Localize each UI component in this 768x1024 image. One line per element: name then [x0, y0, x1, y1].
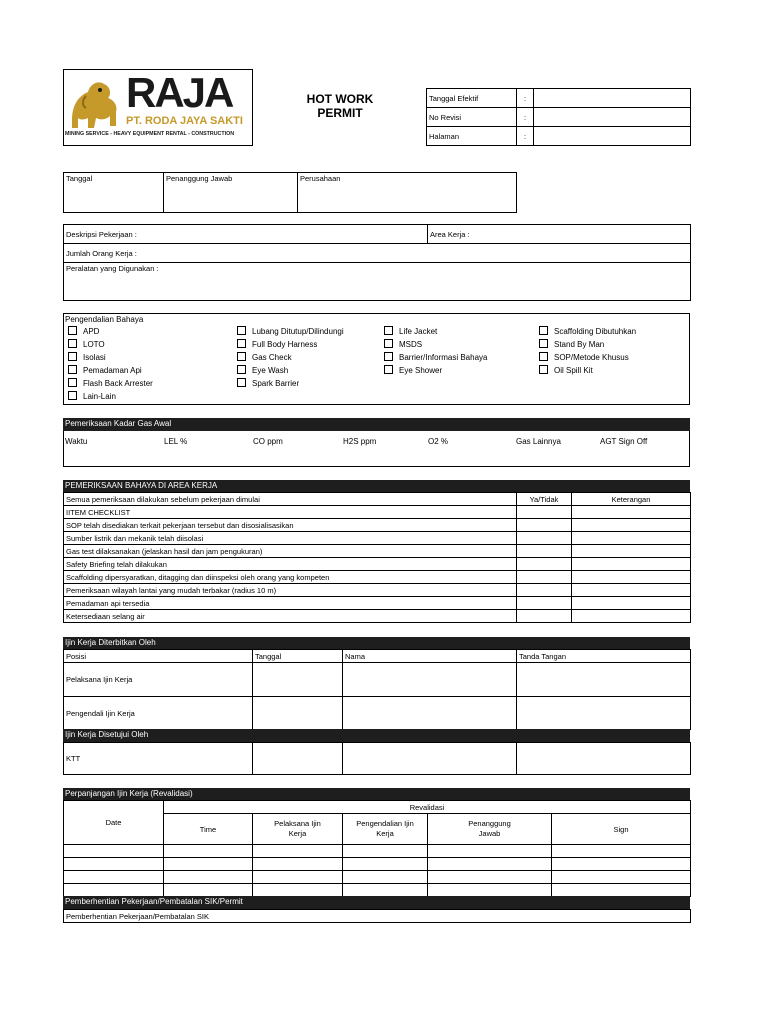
checkbox-icon[interactable]	[68, 326, 77, 335]
checkbox-icon[interactable]	[384, 352, 393, 361]
checkbox-icon[interactable]	[539, 326, 548, 335]
checkbox-icon[interactable]	[237, 378, 246, 387]
revalidation-group-head: Revalidasi	[164, 801, 691, 814]
checkbox-icon[interactable]	[539, 352, 548, 361]
checkbox-stand-by-man[interactable]: Stand By Man	[539, 340, 604, 350]
issued-head-nama: Nama	[343, 650, 517, 663]
title-line-1: HOT WORK	[306, 92, 374, 106]
doc-info-label: Tanggal Efektif	[427, 89, 517, 108]
issued-nama-cell[interactable]	[343, 663, 517, 697]
checkbox-eye-shower[interactable]: Eye Shower	[384, 366, 442, 376]
doc-info-sep: :	[517, 89, 534, 108]
checkbox-icon[interactable]	[384, 339, 393, 348]
revalidation-row	[64, 871, 691, 884]
checkbox-apd[interactable]: APD	[68, 327, 99, 337]
checklist-section-header: PEMERIKSAAN BAHAYA DI AREA KERJA	[63, 480, 690, 492]
checkbox-icon[interactable]	[68, 339, 77, 348]
deskripsi-field[interactable]: Deskripsi Pekerjaan :	[64, 225, 428, 244]
doc-info-value-field[interactable]	[534, 127, 691, 146]
doc-info-label: No Revisi	[427, 108, 517, 127]
issued-nama-cell[interactable]	[343, 697, 517, 730]
checklist-item: Ketersediaan selang air	[64, 610, 517, 623]
gas-col-waktu: Waktu	[65, 437, 88, 446]
revalidation-date-head: Date	[64, 801, 164, 845]
doc-info-label: Halaman	[427, 127, 517, 146]
stop-work-table	[63, 909, 691, 923]
checklist-item: Gas test dilaksanakan (jelaskan hasil dan jam pengukuran)	[64, 545, 517, 558]
checkbox-icon[interactable]	[68, 352, 77, 361]
checkbox-life-jacket[interactable]: Life Jacket	[384, 327, 437, 337]
revalidation-row	[64, 845, 691, 858]
note-cell[interactable]	[572, 506, 691, 519]
checkbox-icon[interactable]	[539, 365, 548, 374]
approved-nama-cell[interactable]	[343, 743, 517, 775]
company-name: PT. RODA JAYA SAKTI	[126, 115, 243, 127]
gas-col-o2: O2 %	[428, 437, 449, 446]
checkbox-eye-wash[interactable]: Eye Wash	[237, 366, 288, 376]
approved-tanggal-cell[interactable]	[253, 743, 343, 775]
revalidation-head-pelaksana: Pelaksana Ijin Kerja	[253, 814, 343, 845]
approved-signature-cell[interactable]	[517, 743, 691, 775]
doc-info-sep: :	[517, 108, 534, 127]
doc-info-value-field[interactable]	[534, 108, 691, 127]
revalidation-head-pengendalian: Pengendalian Ijin Kerja	[343, 814, 428, 845]
checkbox-flash-back-arrester[interactable]: Flash Back Arrester	[68, 379, 153, 389]
approved-table	[63, 742, 691, 775]
gas-col-lel: LEL %	[164, 437, 188, 446]
revalidation-head-penanggung-jawab: Penanggung Jawab	[428, 814, 552, 845]
yes-no-cell[interactable]	[517, 597, 572, 610]
checkbox-spark-barrier[interactable]: Spark Barrier	[237, 379, 299, 389]
issued-table	[63, 649, 691, 730]
checklist-item: Safety Briefing telah dilakukan	[64, 558, 517, 571]
gas-check-box[interactable]	[63, 431, 690, 467]
company-tagline: MINING SERVICE - HEAVY EQUIPMENT RENTAL - CONSTRUCTION	[65, 131, 235, 137]
issued-head-posisi: Posisi	[64, 650, 253, 663]
doc-info-value-field[interactable]	[534, 89, 691, 108]
checkbox-icon[interactable]	[237, 365, 246, 374]
yes-no-cell[interactable]	[517, 519, 572, 532]
logo-box	[63, 69, 253, 146]
note-cell[interactable]	[572, 545, 691, 558]
issued-tanggal-cell[interactable]	[253, 697, 343, 730]
revalidation-row	[64, 858, 691, 871]
issued-tanggal-cell[interactable]	[253, 663, 343, 697]
checkbox-sop-metode[interactable]: SOP/Metode Khusus	[539, 353, 629, 363]
checklist-item: Scaffolding dipersyaratkan, ditagging dan diinspeksi oleh orang yang kompeten	[64, 571, 517, 584]
checkbox-icon[interactable]	[237, 326, 246, 335]
checkbox-icon[interactable]	[237, 352, 246, 361]
checklist-head-left: Semua pemeriksaan dilakukan sebelum pekerjaan dimulai	[64, 493, 517, 506]
lion-logo-icon	[66, 76, 124, 136]
checkbox-icon[interactable]	[384, 365, 393, 374]
brand-logo-text: RAJA	[126, 69, 233, 116]
doc-info-sep: :	[517, 127, 534, 146]
checkbox-full-body-harness[interactable]: Full Body Harness	[237, 340, 317, 350]
note-cell[interactable]	[572, 558, 691, 571]
checkbox-icon[interactable]	[68, 365, 77, 374]
checkbox-lain-lain[interactable]: Lain-Lain	[68, 392, 116, 402]
jumlah-orang-field[interactable]: Jumlah Orang Kerja :	[64, 244, 691, 263]
revalidation-head-sign: Sign	[552, 814, 691, 845]
checkbox-msds[interactable]: MSDS	[384, 340, 422, 350]
note-cell[interactable]	[572, 519, 691, 532]
revalidation-row	[64, 884, 691, 897]
yes-no-cell[interactable]	[517, 571, 572, 584]
yes-no-cell[interactable]	[517, 558, 572, 571]
checklist-head-note: Keterangan	[572, 493, 691, 506]
checkbox-pemadaman-api[interactable]: Pemadaman Api	[68, 366, 142, 376]
gas-section-header: Pemeriksaan Kadar Gas Awal	[63, 418, 690, 431]
checkbox-oil-spill-kit[interactable]: Oil Spill Kit	[539, 366, 593, 376]
yes-no-cell[interactable]	[517, 610, 572, 623]
checkbox-icon[interactable]	[237, 339, 246, 348]
issued-head-tanda-tangan: Tanda Tangan	[517, 650, 691, 663]
yes-no-cell[interactable]	[517, 584, 572, 597]
issued-row-posisi: Pengendali Ijin Kerja	[64, 697, 253, 730]
checkbox-scaffolding[interactable]: Scaffolding Dibutuhkan	[539, 327, 636, 337]
stop-work-field[interactable]: Pemberhentian Pekerjaan/Pembatalan SIK	[64, 910, 691, 923]
note-cell[interactable]	[572, 610, 691, 623]
area-kerja-field[interactable]: Area Kerja :	[428, 225, 691, 244]
info-table	[63, 172, 517, 213]
checkbox-isolasi[interactable]: Isolasi	[68, 353, 106, 363]
yes-no-cell[interactable]	[517, 532, 572, 545]
checkbox-icon[interactable]	[539, 339, 548, 348]
stop-work-section-header: Pemberhentian Pekerjaan/Pembatalan SIK/Permit	[63, 896, 690, 909]
checkbox-icon[interactable]	[68, 391, 77, 400]
note-cell[interactable]	[572, 532, 691, 545]
doc-info-table	[426, 88, 691, 146]
hazard-control-title: Pengendalian Bahaya	[65, 315, 144, 324]
checklist-item: SOP telah disediakan terkait pekerjaan tersebut dan disosialisasikan	[64, 519, 517, 532]
gas-col-gas-lainnya: Gas Lainnya	[516, 437, 561, 446]
description-table	[63, 224, 691, 301]
note-cell[interactable]	[572, 584, 691, 597]
issued-row-posisi: Pelaksana Ijin Kerja	[64, 663, 253, 697]
peralatan-field[interactable]: Peralatan yang Digunakan :	[64, 263, 691, 301]
checkbox-lubang-ditutup[interactable]: Lubang Ditutup/Dilindungi	[237, 327, 344, 337]
issued-signature-cell[interactable]	[517, 663, 691, 697]
title-line-2: PERMIT	[317, 106, 363, 120]
checkbox-icon[interactable]	[384, 326, 393, 335]
checkbox-barrier-informasi[interactable]: Barrier/Informasi Bahaya	[384, 353, 487, 363]
revalidation-table	[63, 800, 691, 897]
checklist-table	[63, 492, 691, 623]
penanggung-jawab-field[interactable]: Penanggung Jawab	[164, 173, 298, 213]
checkbox-loto[interactable]: LOTO	[68, 340, 105, 350]
note-cell[interactable]	[572, 571, 691, 584]
issued-section-header: Ijin Kerja Diterbitkan Oleh	[63, 637, 690, 649]
gas-col-h2s: H2S ppm	[343, 437, 377, 446]
checkbox-icon[interactable]	[68, 378, 77, 387]
checklist-item: Pemeriksaan wilayah lantai yang mudah terbakar (radius 10 m)	[64, 584, 517, 597]
checklist-item: IITEM CHECKLIST	[64, 506, 517, 519]
issued-head-tanggal: Tanggal	[253, 650, 343, 663]
perusahaan-field[interactable]: Perusahaan	[298, 173, 517, 213]
document-title	[290, 92, 390, 120]
checklist-item: Pemadaman api tersedia	[64, 597, 517, 610]
revalidation-section-header: Perpanjangan Ijin Kerja (Revalidasi)	[63, 788, 690, 800]
revalidation-head-time: Time	[164, 814, 253, 845]
checklist-head-yes: Ya/Tidak	[517, 493, 572, 506]
note-cell[interactable]	[572, 597, 691, 610]
checkbox-gas-check[interactable]: Gas Check	[237, 353, 292, 363]
yes-no-cell[interactable]	[517, 506, 572, 519]
checklist-item: Sumber listrik dan mekanik telah diisolasi	[64, 532, 517, 545]
yes-no-cell[interactable]	[517, 545, 572, 558]
gas-col-co: CO ppm	[253, 437, 283, 446]
approved-row-posisi: KTT	[64, 743, 253, 775]
issued-signature-cell[interactable]	[517, 697, 691, 730]
tanggal-field[interactable]: Tanggal	[64, 173, 164, 213]
approved-section-header: Ijin Kerja Disetujui Oleh	[63, 729, 690, 742]
gas-col-agt-sign-off: AGT Sign Off	[600, 437, 648, 446]
hazard-control-box	[63, 313, 690, 405]
